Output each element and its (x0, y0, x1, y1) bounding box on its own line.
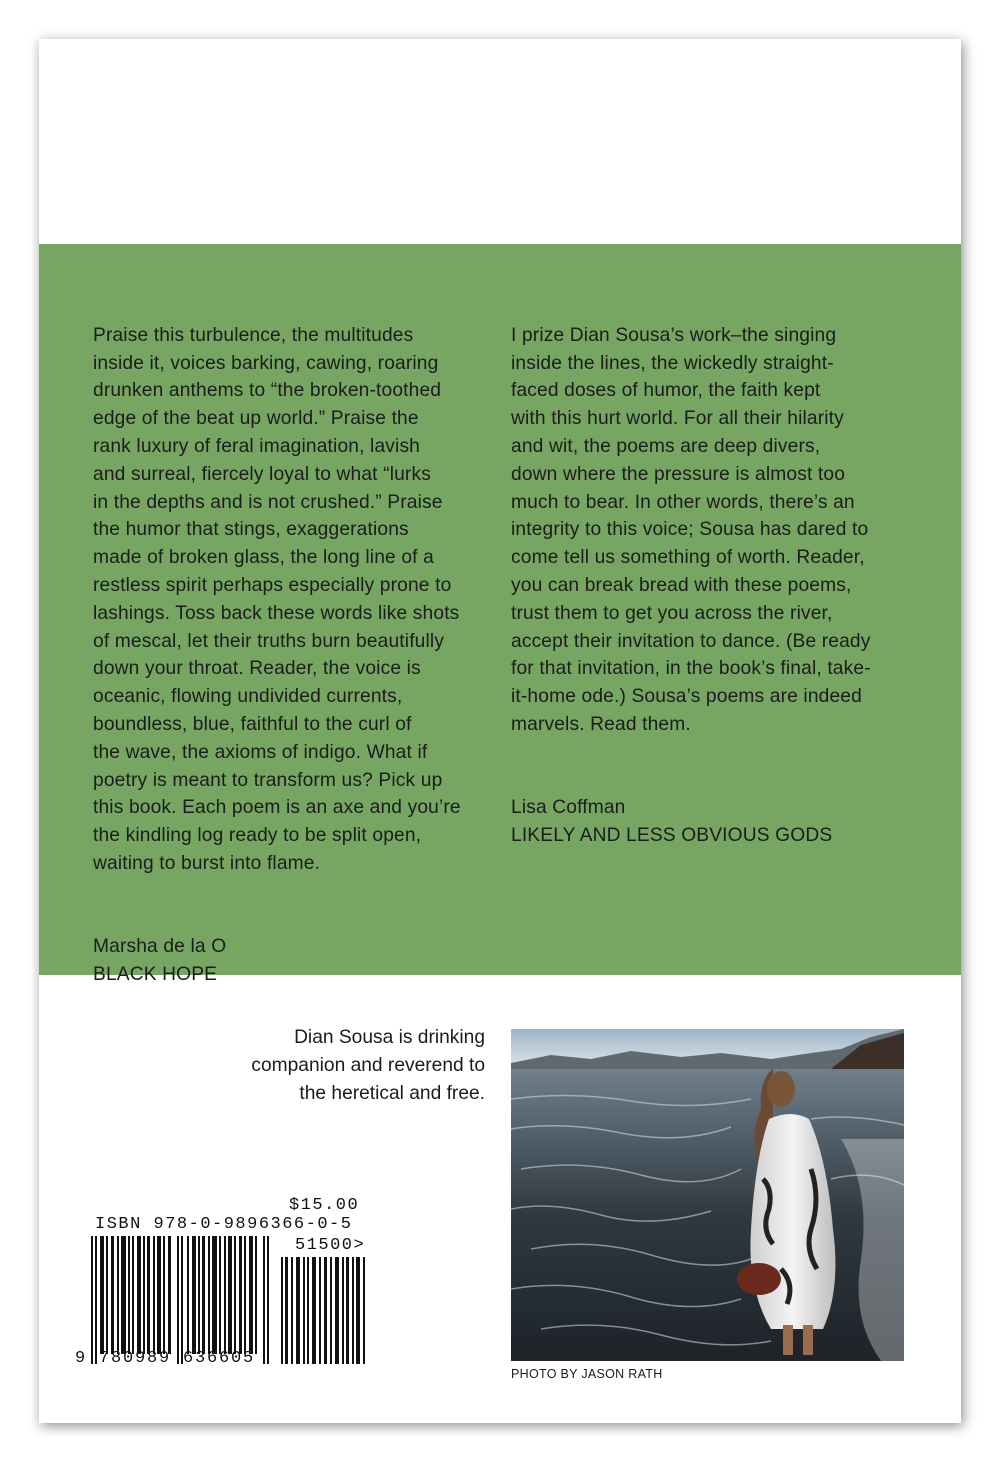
price-addon-barcode (281, 1257, 367, 1364)
review-panel (39, 244, 961, 986)
author-photo (511, 1029, 904, 1361)
review-left-author: Marsha de la O (93, 936, 227, 958)
review-right-attribution (511, 794, 916, 850)
isbn-barcode (91, 1236, 271, 1364)
beach-photo-illustration (511, 1029, 904, 1361)
review-left-text: Praise this turbulence, the multitudes inside it, voices barking, cawing, roaring drunken anthems to “the broken-toothed edge of the beat up world.” Praise the rank luxury of feral imagination, lavish and surreal, fiercely loyal to what “lurks in the depths and is not crushed.” Praise the humor that stings, exaggerations made of broken glass, the long line of a restless spirit perhaps especially prone to lashings. Toss back these words like shots of mescal, let their truths burn beautifully down your throat. Reader, the voice is oceanic, flowing undivided currents, boundless, blue, faithful to the curl of the wave, the axioms of indigo. What if poetry is meant to transform us? Pick up this book. Each poem is an axe and you’re the kindling log ready to be split open, waiting to burst into flame. (93, 324, 461, 874)
review-left-attribution (93, 933, 498, 989)
review-right-text: I prize Dian Sousa’s work–the singing inside the lines, the wickedly straight- faced doses of humor, the faith kept with this hurt world. For all their hilarity and wit, the poems are deep divers, down where the pressure is almost too much to bear. In other words, there’s an integrity to this voice; Sousa has dared to come tell us something of worth. Reader, you can break bread with these poems, trust them to get you across the river, accept their invitation to dance. (Be ready for that invitation, in the book’s final, take- it-home ode.) Sousa’s poems are indeed marvels. Read them. (511, 324, 871, 735)
barcode-digits: 9 780989 636605 (75, 1349, 256, 1368)
isbn-label: ISBN 978-0-9896366-0-5 (95, 1215, 353, 1234)
review-left-book: BLACK HOPE (93, 964, 218, 986)
review-left (93, 294, 498, 1017)
author-bio: Dian Sousa is drinking companion and reverend to the heretical and free. (251, 1027, 485, 1104)
addon-code-label: 51500> (295, 1236, 366, 1255)
book-back-cover (39, 39, 961, 1423)
review-right-author: Lisa Coffman (511, 797, 626, 819)
review-right (511, 294, 916, 878)
price-label: $15.00 (289, 1196, 360, 1215)
review-right-book: LIKELY AND LESS OBVIOUS GODS (511, 825, 833, 847)
photo-credit: PHOTO BY JASON RATH (511, 1367, 663, 1381)
